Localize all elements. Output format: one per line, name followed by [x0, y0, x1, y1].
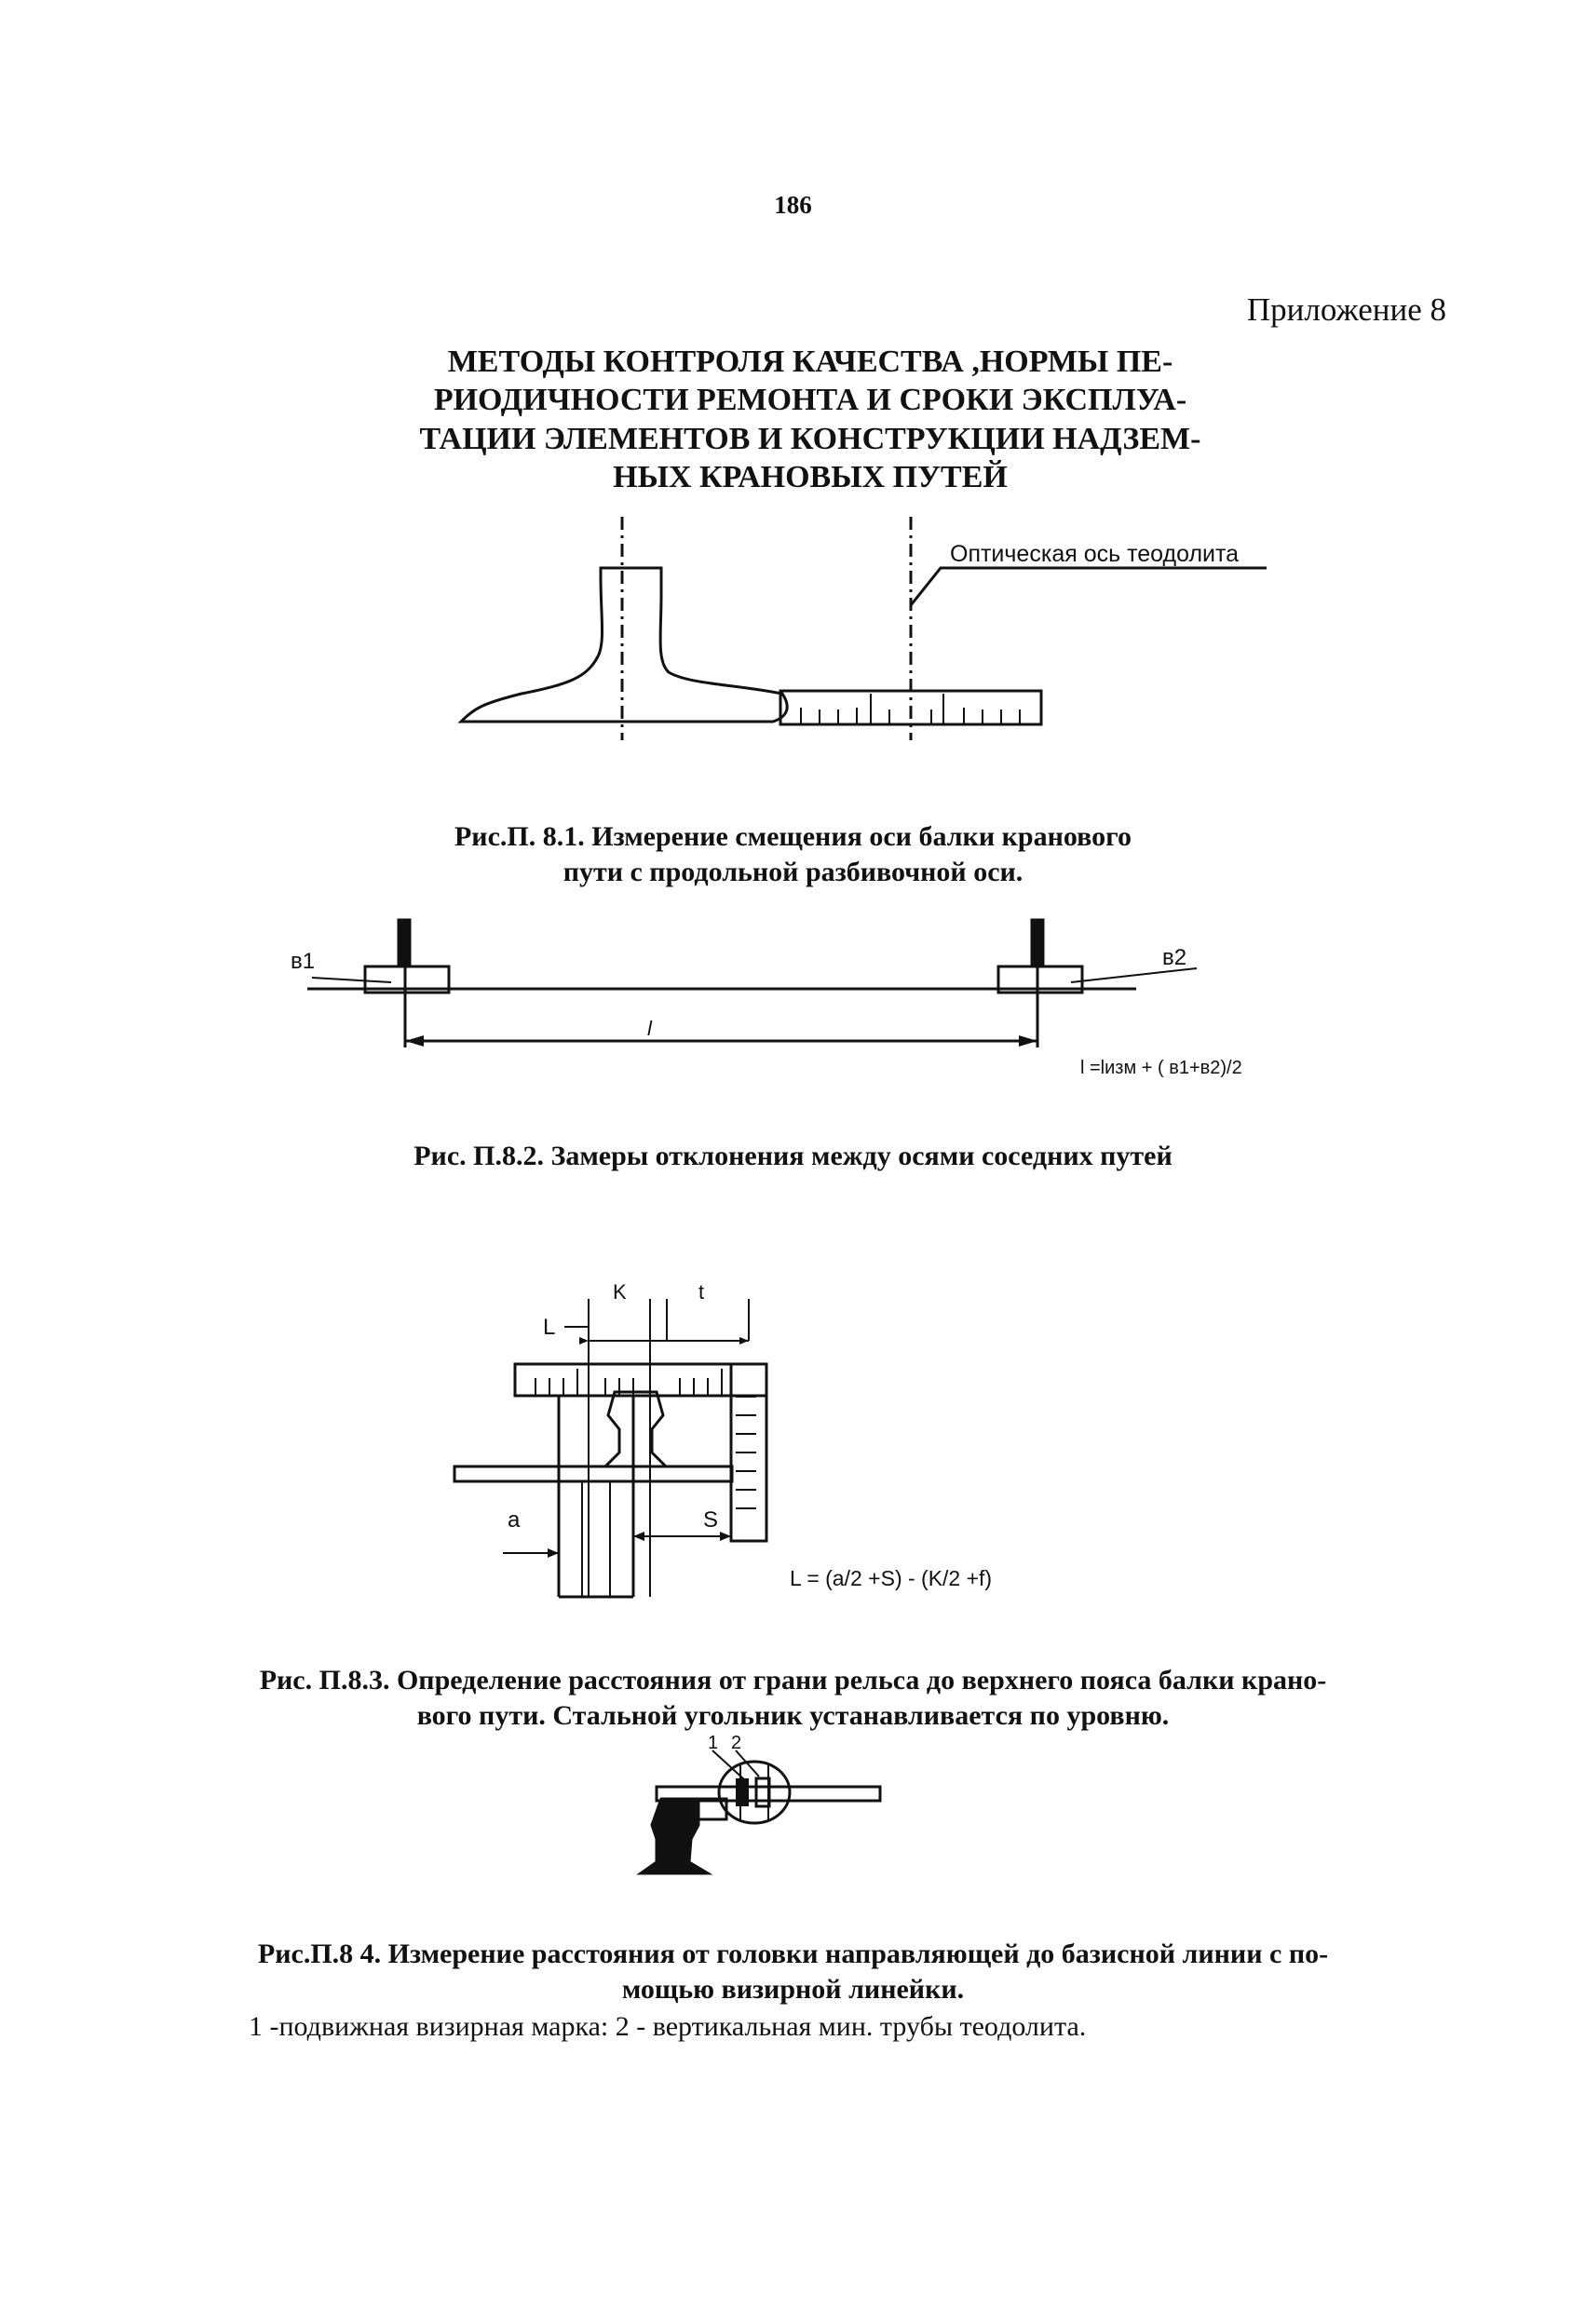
- fig1-caption: [0, 819, 1586, 889]
- right-rail-web: [1032, 920, 1043, 966]
- title-line: ТАЦИИ ЭЛЕМЕНТОВ И КОНСТРУКЦИИ НАДЗЕМ-: [419, 421, 1201, 456]
- caption-line: Рис. П.8.3. Определение расстояния от грани рельса до верхнего пояса балки крано-: [259, 1665, 1327, 1696]
- label-1: 1: [708, 1733, 719, 1753]
- label-b2: в2: [1162, 945, 1187, 970]
- caption-line: вого пути. Стальной угольник устанавливается по уровню.: [416, 1699, 1170, 1731]
- fig4-caption: [0, 1937, 1586, 2006]
- label-s: S: [703, 1507, 719, 1533]
- caption-line: пути с продольной разбивочной оси.: [563, 856, 1023, 887]
- title-line: РИОДИЧНОСТИ РЕМОНТА И СРОКИ ЭКСПЛУА-: [433, 383, 1187, 418]
- page-number: 186: [774, 191, 812, 219]
- label-l: l: [647, 1017, 652, 1040]
- fig4-drawing: [641, 1733, 880, 1873]
- fig3-caption: [0, 1663, 1586, 1733]
- label-a: a: [508, 1507, 521, 1533]
- fig3-drawing: [454, 1280, 992, 1597]
- label-2: 2: [731, 1733, 742, 1753]
- beam-flange: [454, 1466, 732, 1481]
- rail-profile: [461, 568, 787, 722]
- left-rail-web: [399, 920, 410, 966]
- label-L: L: [543, 1315, 556, 1340]
- b1-leader: [312, 978, 391, 982]
- appendix-label: Приложение 8: [1246, 291, 1446, 328]
- title-line: НЫХ КРАНОВЫХ ПУТЕЙ: [613, 460, 1008, 495]
- caption-line: Рис. П.8.2. Замеры отклонения между осями соседних путей: [413, 1141, 1173, 1171]
- optical-axis-label: Оптическая ось теодолита: [950, 541, 1240, 567]
- b2-leader: [1071, 968, 1197, 982]
- title-line: МЕТОДЫ КОНТРОЛЯ КАЧЕСТВА ,НОРМЫ ПЕ-: [447, 345, 1173, 379]
- fig1-drawing: [461, 517, 1267, 740]
- fig2-caption: [0, 1139, 1586, 1174]
- rail-section: [605, 1392, 666, 1466]
- fig3-formula: L = (a/2 +S) - (K/2 +f): [790, 1566, 993, 1590]
- fig2-formula: l =lизм + ( в1+в2)/2: [1080, 1058, 1242, 1078]
- caption-line: Рис.П.8 4. Измерение расстояния от головки направляющей до базисной линии с по-: [257, 1939, 1329, 1969]
- caption-line: мощью визирной линейки.: [621, 1973, 965, 2005]
- fig4-note: 1 -подвижная визирная марка: 2 - вертикальная мин. трубы теодолита.: [249, 2011, 1087, 2042]
- label-b1: в1: [291, 949, 316, 974]
- label-t: t: [698, 1280, 705, 1304]
- fig2-drawing: [291, 920, 1242, 1078]
- caption-line: Рис.П. 8.1. Измерение смещения оси балки кранового: [454, 821, 1132, 852]
- label-leader: [911, 568, 1267, 605]
- label-k: K: [613, 1280, 627, 1304]
